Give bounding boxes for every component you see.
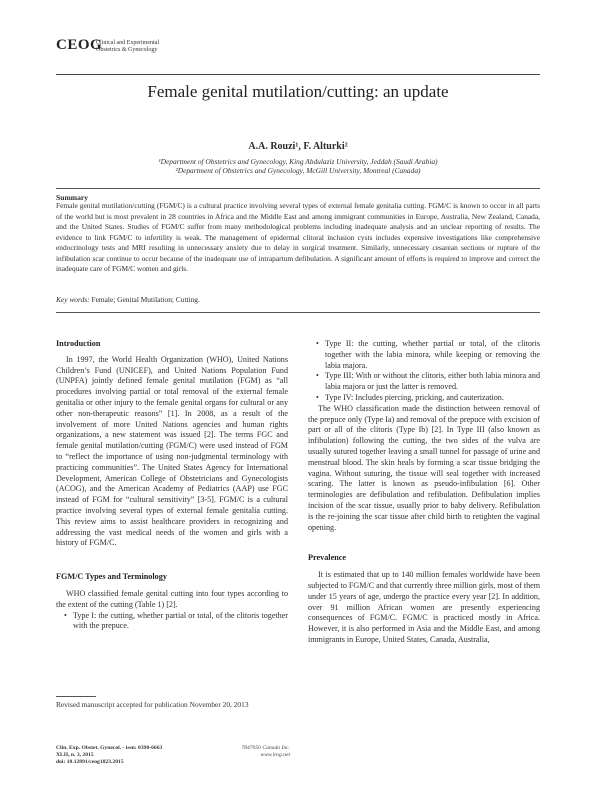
- journal-reference: [56, 745, 162, 766]
- summary-text: Female genital mutilation/cutting (FGM/C) is a cultural practice involving several types of external female genitalia cutting. FGM/C is known to occur in all parts of the world but is most prevalent in 28 countries in Africa and the Middle East and among immigrant communities in Europe, Australia, New Zealand, Canada, and the United States. Studies of FGM/C suffer from many methodological problems including inadequate analysis and an unclear reporting of results. The evidence to link FGM/C to infertility is weak. The management of epidermal clitoral inclusion cysts includes expensive investigations like comprehensive endocrinology tests and MRI resulting in unnecessary anxiety due to delay in surgical treatment. Similarly, unnecessary cesarean sections or rupture of the infibulation scar continue to occur because of the inadequate use of intrapartum defibulation. A significant amount of efforts is required to improve and correct the inadequate care of FGM/C women and girls.: [56, 201, 540, 273]
- list-item: • Type IV: Includes piercing, pricking, and cauterization.: [316, 392, 504, 402]
- who-classification-text: The WHO classification made the distinction between removal of the prepuce only (Type Ia) and removal of the prepuce with excision of part or all of the clitoris (Type Ib) [2]. In Type III (also known as infibulation) following the cutting, the two sides of the vulva are usually sutured together leaving a small tunnel for passage of urine and menstrual blood. The skin heals by forming a scar tissue bridging the vagina. Without suturing, the tissue will seal together with increased scaring. The latter is known as pseudo-infibulation [6]. Other terminologies are defibulation and refibulation. Defibulation implies incision of the scar tissue, usually prior to baby delivery. Refibulation is the re-joining the scar tissue after child birth to retighten the vaginal opening.: [308, 403, 540, 532]
- summary-heading: Summary: [56, 193, 89, 202]
- keywords: [56, 295, 540, 304]
- journal-name-line1: Clinical and Experimental: [96, 40, 159, 46]
- footnote-divider: [56, 696, 96, 697]
- publisher-info: [216, 745, 290, 759]
- journal-logo: CEOG: [56, 37, 103, 53]
- right-column: [308, 339, 540, 646]
- type2-text: Type II: the cutting, whether partial or total, of the clitoris together with the labia minora, while keeping or removing the labia majora.: [325, 339, 540, 370]
- footnote: Revised manuscript accepted for publication November 20, 2013: [56, 700, 249, 709]
- authors: A.A. Rouzi¹, F. Alturki²: [248, 141, 348, 152]
- type3-text: Type III: With or without the clitoris, either both labia minora and labia majora or just the latter is removed.: [325, 371, 540, 392]
- header-divider: [56, 74, 540, 75]
- keywords-text: Female; Genital Mutilation; Cutting.: [91, 295, 200, 304]
- type4-text: Type IV: Includes piercing, pricking, and cauterization.: [325, 392, 504, 402]
- publisher-line1: 7847050 Canada Inc.: [241, 745, 290, 751]
- list-item: • Type II: the cutting, whether partial or total, of the clitoris together with the labia minora, while keeping or removing the labia majora.: [316, 339, 540, 370]
- affiliation-2: ²Department of Obstetrics and Gynecology, McGill University, Montreal (Canada): [175, 166, 421, 175]
- prevalence-heading: Prevalence: [308, 553, 347, 563]
- prevalence-text: It is estimated that up to 140 million females worldwide have been subjected to FGM/C and that currently three million girls, most of them under 15 years of age, undergo the practice every year [2]. In addition, over 91 million African women are presently experiencing consequences of FGM/C. FGM/C is practiced mostly in Africa. However, it is also performed in Asia and the Middle East, and among immigrants in Europe, United States, Canada, Australia,: [308, 570, 540, 644]
- types-text: WHO classified female genital cutting into four types according to the extent of the cutting (Table 1) [2].: [56, 588, 288, 609]
- journal-ref-line1: Clin. Exp. Obstet. Gynecol. - issn: 0390-6663: [56, 745, 163, 751]
- keywords-label: Key words:: [56, 295, 90, 304]
- types-list-left: [56, 611, 288, 633]
- types-heading: FGM/C Types and Terminology: [56, 572, 167, 582]
- journal-name: [96, 40, 159, 54]
- keywords-divider: [56, 312, 540, 313]
- left-column: [56, 339, 288, 632]
- introduction-heading: Introduction: [56, 339, 101, 348]
- summary-divider: [56, 188, 540, 189]
- publisher-line2: www.irog.net: [260, 752, 290, 758]
- types-list-right: [308, 339, 540, 404]
- article-title: Female genital mutilation/cutting: an update: [147, 82, 449, 101]
- list-item: • Type I: the cutting, whether partial or total, of the clitoris together with the prepuce.: [64, 610, 288, 631]
- journal-name-line2: Obstetrics & Gynecology: [96, 47, 158, 53]
- list-item: • Type III: With or without the clitoris, either both labia minora and labia majora or just the latter is removed.: [316, 371, 540, 392]
- journal-ref-line2: XLII, n. 3, 2015: [56, 752, 94, 758]
- affiliation-1: ¹Department of Obstetrics and Gynecology, King Abdulaziz University, Jeddah (Saudi Arabia): [158, 157, 438, 166]
- journal-ref-line3: doi: 10.12891/ceog1823.2015: [56, 759, 124, 765]
- introduction-text: In 1997, the World Health Organization (WHO), United Nations Children’s Fund (UNICEF), and United Nations Population Fund (UNPFA) jointly defined female genital mutilation (FGM) as “all procedures involving partial or total removal of the external female genitalia or other injury to the female genital organs for cultural or any other non-therapeutic reasons” [1]. In 2008, as a result of the involvement of more United Nations agencies and human rights organizations, a new statement was issued [2]. The terms FGC and female genital mutilation/cutting (FGM/C) were used instead of FGM to “reflect the importance of using non-judgmental terminology with practicing communities”. The United States Agency for International Development, American College of Obstetricians and Gynecologists (ACOG), and the American Academy of Pediatrics (AAP) use FGC instead of FGM for “cultural sensitivity” [3-5]. FGM/C is a cultural practice involving several types of external female genitalia cutting. This review aims to assist healthcare providers in recognizing and addressing the vast medical needs of the women and girls with a history of FGM/C.: [56, 354, 288, 548]
- type1-text: Type I: the cutting, whether partial or total, of the clitoris together with the prepuce.: [73, 610, 288, 631]
